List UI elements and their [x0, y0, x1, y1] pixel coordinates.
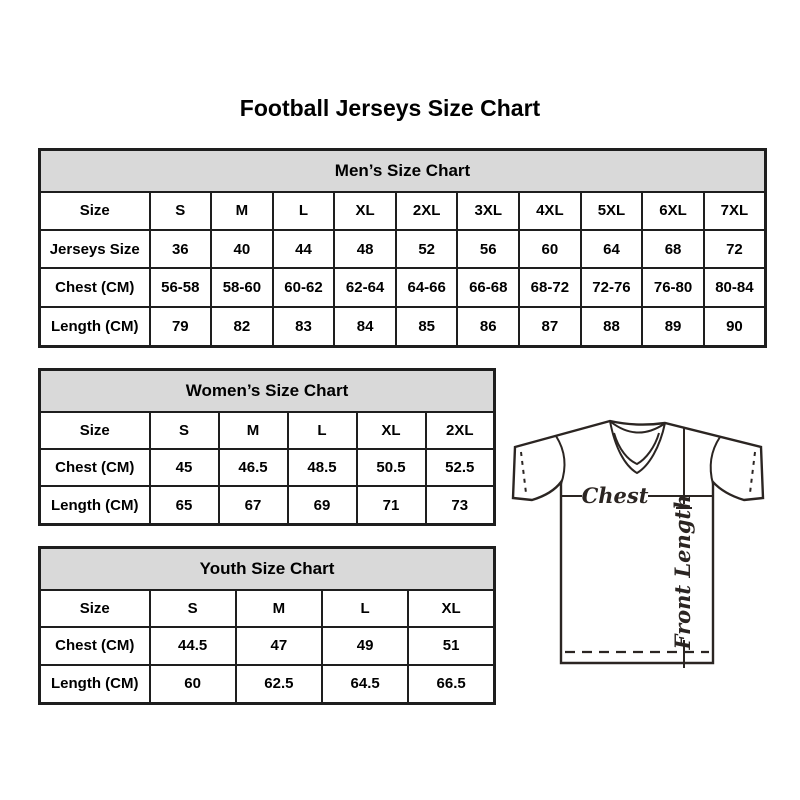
table-row [40, 268, 766, 306]
table-caption-row [40, 548, 495, 590]
table-cell: 66.5 [408, 665, 494, 704]
table-caption: Women’s Size Chart [40, 370, 495, 412]
table-cell: 46.5 [219, 449, 288, 486]
table-cell: 85 [396, 307, 458, 347]
table-row [40, 230, 766, 268]
table-cell: 72 [704, 230, 766, 268]
table-cell: 67 [219, 486, 288, 524]
table-cell: 88 [581, 307, 643, 347]
table-cell: 69 [288, 486, 357, 524]
table-cell: 73 [426, 486, 495, 524]
table-cell: 5XL [581, 192, 643, 230]
row-label: Chest (CM) [40, 627, 150, 665]
table-cell: 48.5 [288, 449, 357, 486]
table-cell: 68 [642, 230, 704, 268]
table-cell: 80-84 [704, 268, 766, 306]
table-row [40, 412, 495, 449]
table-cell: 60-62 [273, 268, 335, 306]
table-cell: 68-72 [519, 268, 581, 306]
table-cell: 64.5 [322, 665, 408, 704]
table-cell: 50.5 [357, 449, 426, 486]
jersey-outline [513, 421, 763, 663]
row-label: Length (CM) [40, 486, 150, 524]
table-cell: 2XL [426, 412, 495, 449]
table-cell: 83 [273, 307, 335, 347]
table-cell: 44 [273, 230, 335, 268]
table-row [40, 665, 495, 704]
mens-size-table [38, 148, 767, 348]
table-cell: 45 [150, 449, 219, 486]
row-label: Chest (CM) [40, 449, 150, 486]
table-cell: 56 [457, 230, 519, 268]
table-cell: L [322, 590, 408, 628]
table-caption: Youth Size Chart [40, 548, 495, 590]
table-cell: 49 [322, 627, 408, 665]
table-cell: 62-64 [334, 268, 396, 306]
row-label: Jerseys Size [40, 230, 150, 268]
table-cell: 40 [211, 230, 273, 268]
youth-size-table [38, 546, 496, 705]
table-cell: 51 [408, 627, 494, 665]
table-cell: 71 [357, 486, 426, 524]
table-caption-row [40, 150, 766, 192]
table-cell: 86 [457, 307, 519, 347]
table-cell: 60 [519, 230, 581, 268]
table-row [40, 486, 495, 524]
table-cell: 4XL [519, 192, 581, 230]
table-cell: S [150, 590, 236, 628]
chest-label: Chest [581, 483, 649, 508]
row-label: Size [40, 412, 150, 449]
row-label: Length (CM) [40, 665, 150, 704]
table-cell: XL [334, 192, 396, 230]
table-cell: M [211, 192, 273, 230]
table-cell: 90 [704, 307, 766, 347]
table-cell: 89 [642, 307, 704, 347]
table-cell: 48 [334, 230, 396, 268]
table-cell: XL [357, 412, 426, 449]
table-cell: 82 [211, 307, 273, 347]
womens-size-table [38, 368, 496, 526]
table-cell: S [150, 412, 219, 449]
table-row [40, 449, 495, 486]
page-title: Football Jerseys Size Chart [239, 95, 541, 121]
table-cell: 60 [150, 665, 236, 704]
table-caption-row [40, 370, 495, 412]
table-cell: 62.5 [236, 665, 322, 704]
table-row [40, 307, 766, 347]
table-cell: XL [408, 590, 494, 628]
table-cell: L [288, 412, 357, 449]
table-cell: 65 [150, 486, 219, 524]
table-cell: 52.5 [426, 449, 495, 486]
table-cell: L [273, 192, 335, 230]
table-cell: 58-60 [211, 268, 273, 306]
table-cell: 64-66 [396, 268, 458, 306]
table-row [40, 627, 495, 665]
table-cell: 44.5 [150, 627, 236, 665]
table-cell: 3XL [457, 192, 519, 230]
table-cell: 56-58 [150, 268, 212, 306]
row-label: Size [40, 192, 150, 230]
table-row [40, 590, 495, 628]
table-cell: 7XL [704, 192, 766, 230]
row-label: Length (CM) [40, 307, 150, 347]
table-cell: 2XL [396, 192, 458, 230]
table-cell: 84 [334, 307, 396, 347]
table-cell: 52 [396, 230, 458, 268]
table-cell: M [236, 590, 322, 628]
table-cell: 6XL [642, 192, 704, 230]
table-cell: 87 [519, 307, 581, 347]
jersey-diagram-icon [498, 400, 778, 680]
table-cell: 36 [150, 230, 212, 268]
table-cell: M [219, 412, 288, 449]
row-label: Size [40, 590, 150, 628]
table-row [40, 192, 766, 230]
table-cell: 79 [150, 307, 212, 347]
table-cell: S [150, 192, 212, 230]
front-length-label: Front Length [670, 494, 695, 650]
table-cell: 47 [236, 627, 322, 665]
table-caption: Men’s Size Chart [40, 150, 766, 192]
table-cell: 64 [581, 230, 643, 268]
table-cell: 76-80 [642, 268, 704, 306]
table-cell: 66-68 [457, 268, 519, 306]
table-cell: 72-76 [581, 268, 643, 306]
row-label: Chest (CM) [40, 268, 150, 306]
